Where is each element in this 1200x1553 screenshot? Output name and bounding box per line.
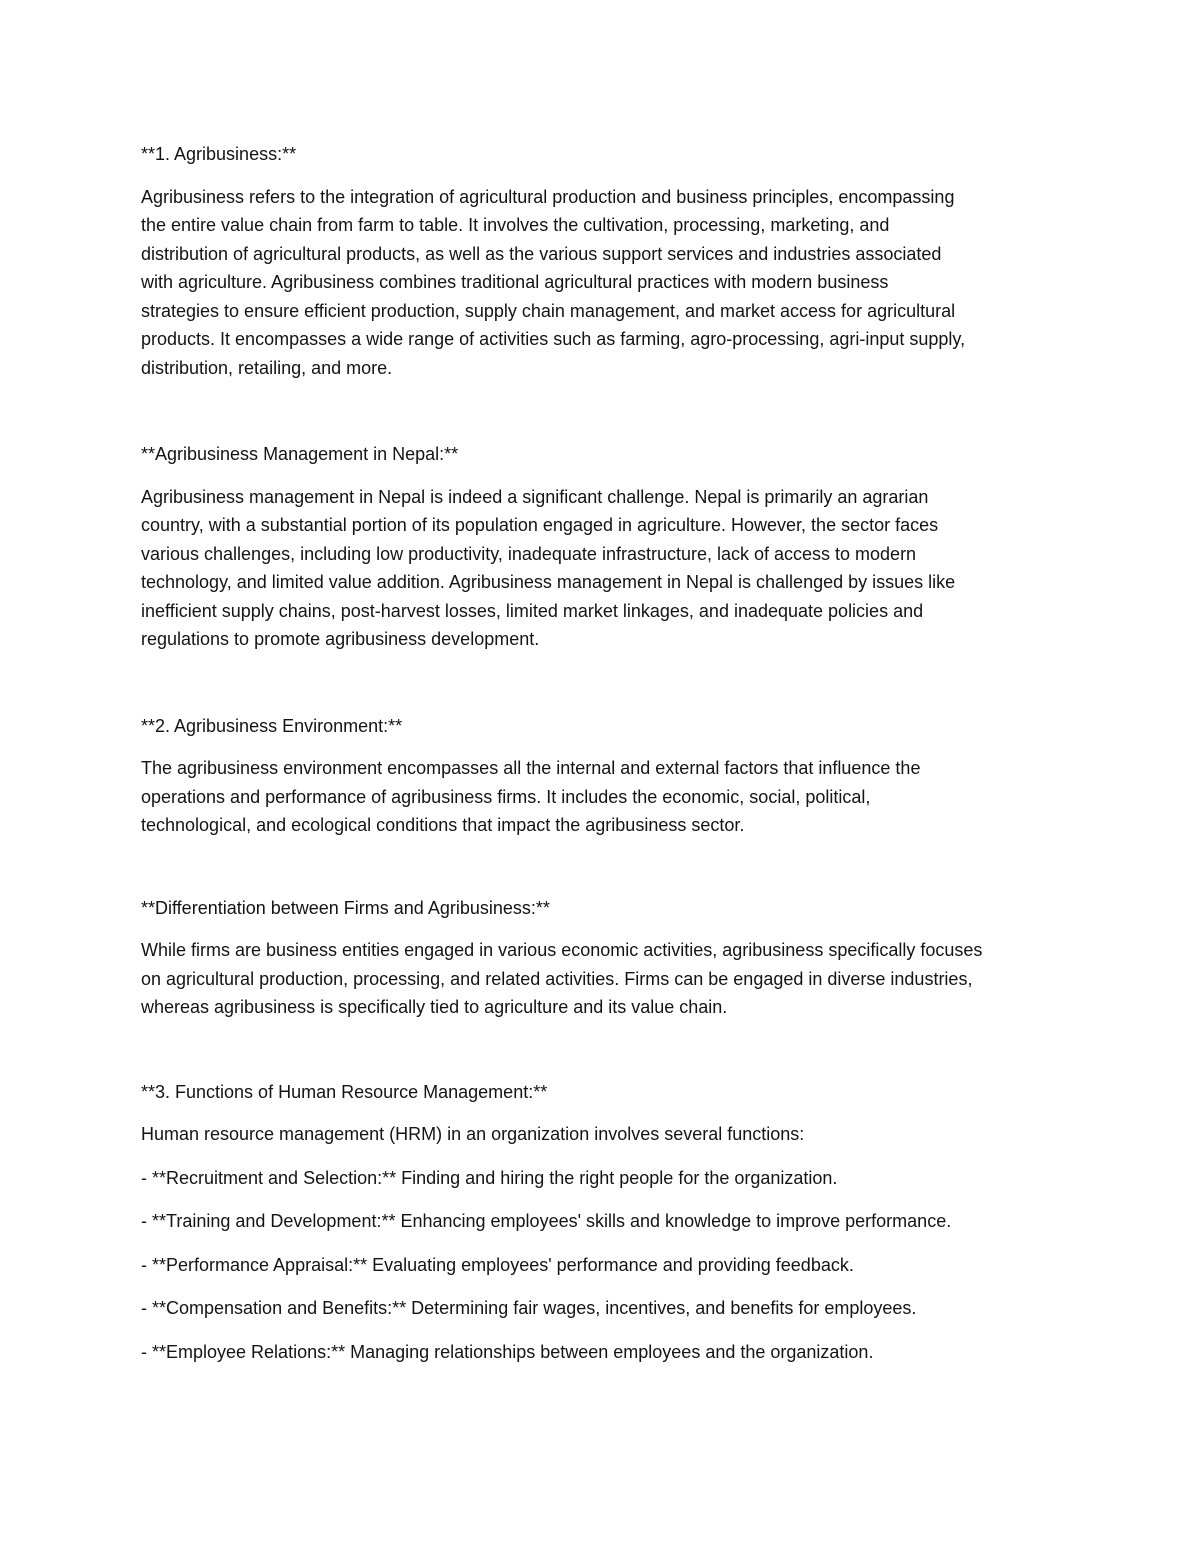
section-body-agribusiness-management-nepal: Agribusiness management in Nepal is indeed a significant challenge. Nepal is primarily an agrarian country, with a substantial portion of its population engaged in agriculture. However, the sector faces various challenges, including low productivity, inadequate infrastructure, lack of access to modern technology, and limited value addition. Agribusiness management in Nepal is challenged by issues like inefficient supply chains, post-harvest losses, limited market linkages, and inadequate policies and regulations to promote agribusiness development. <box>141 486 956 649</box>
section-body-agribusiness: Agribusiness refers to the integration of agricultural production and business principles, encompassing the entire value chain from farm to table. It involves the cultivation, processing, marketing, and distribution of agricultural products, as well as the various support services and industries associated with agriculture. Agribusiness combines traditional agricultural practices with modern business strategies to ensure efficient production, supply chain management, and market access for agricultural products. It encompasses a wide range of activities such as farming, agro-processing, agri-input supply, distribution, retailing, and more. <box>141 186 966 378</box>
list-item-appraisal: - **Performance Appraisal:** Evaluating employees' performance and providing feedback. <box>141 1254 854 1275</box>
list-item-employee-relations: - **Employee Relations:** Managing relationships between employees and the organization. <box>141 1341 874 1362</box>
section-heading-agribusiness-environment: **2. Agribusiness Environment:** <box>141 715 403 736</box>
section-heading-firms-vs-agribusiness: **Differentiation between Firms and Agribusiness:** <box>141 897 550 918</box>
list-item-compensation: - **Compensation and Benefits:** Determining fair wages, incentives, and benefits for employees. <box>141 1298 917 1318</box>
section-heading-agribusiness-management-nepal: **Agribusiness Management in Nepal:** <box>141 444 459 464</box>
document-page <box>141 140 1061 1381</box>
section-body-firms-vs-agribusiness: While firms are business entities engaged in various economic activities, agribusiness specifically focuses on agricultural production, processing, and related activities. Firms can be engaged in diverse industries, whereas agribusiness is specifically tied to agriculture and its value chain. <box>141 940 983 1017</box>
section-body-agribusiness-environment: The agribusiness environment encompasses all the internal and external factors that influence the operations and performance of agribusiness firms. It includes the economic, social, political, technological, and ecological conditions that impact the agribusiness sector. <box>141 758 921 835</box>
list-item-recruitment: - **Recruitment and Selection:** Finding and hiring the right people for the organization. <box>141 1167 838 1188</box>
section-heading-agribusiness: **1. Agribusiness:** <box>141 144 297 164</box>
section-heading-hrm-functions: **3. Functions of Human Resource Management:** <box>141 1081 548 1102</box>
list-item-training: - **Training and Development:** Enhancing employees' skills and knowledge to improve performance. <box>141 1211 952 1231</box>
hrm-intro: Human resource management (HRM) in an organization involves several functions: <box>141 1124 805 1144</box>
